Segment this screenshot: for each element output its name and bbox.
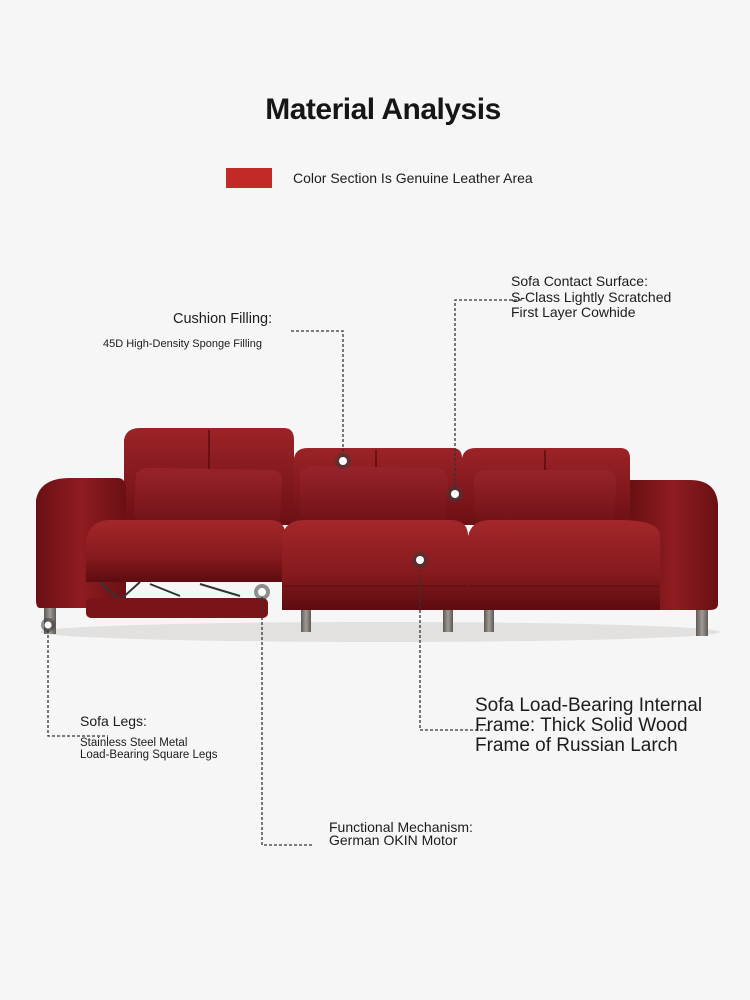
seat-base-right (468, 520, 660, 610)
contact-surface-description: S-Class Lightly Scratched First Layer Cowhide (511, 288, 672, 320)
sofa-legs-description-line1: Stainless Steel Metal (80, 737, 188, 749)
sofa-legs-description (80, 738, 217, 761)
sofa-legs-title: Sofa Legs: (80, 713, 147, 729)
functional-mechanism-block (329, 821, 499, 847)
legend-text: Color Section Is Genuine Leather Area (293, 170, 533, 186)
leader-line-cushion (291, 331, 343, 461)
sofa-leg (301, 608, 311, 632)
contact-surface-block (511, 274, 681, 321)
recliner-footrest (86, 598, 268, 618)
internal-frame-text: Sofa Load-Bearing Internal Frame: Thick Solid Wood Frame of Russian Larch (475, 695, 703, 756)
contact-surface-title: Sofa Contact Surface: (511, 273, 648, 289)
throw-pillow (474, 470, 616, 524)
seat-cushion-left (86, 520, 286, 582)
seat-base-middle (282, 520, 468, 610)
sofa-legs-description-line2: Load-Bearing Square Legs (80, 748, 218, 761)
floor-shadow (40, 622, 720, 642)
throw-pillow (300, 466, 448, 524)
functional-mechanism-description: German OKIN Motor (329, 832, 458, 848)
page-title: Material Analysis (265, 93, 501, 126)
functional-mechanism-title: Functional Mechanism: (329, 819, 473, 835)
cushion-filling-description: 45D High-Density Sponge Filling (103, 338, 262, 350)
sofa-leg (443, 608, 453, 632)
sofa-leg (484, 608, 494, 632)
cushion-filling-title: Cushion Filling: (173, 311, 273, 327)
throw-pillow (134, 468, 282, 526)
sofa-leg (696, 608, 708, 636)
